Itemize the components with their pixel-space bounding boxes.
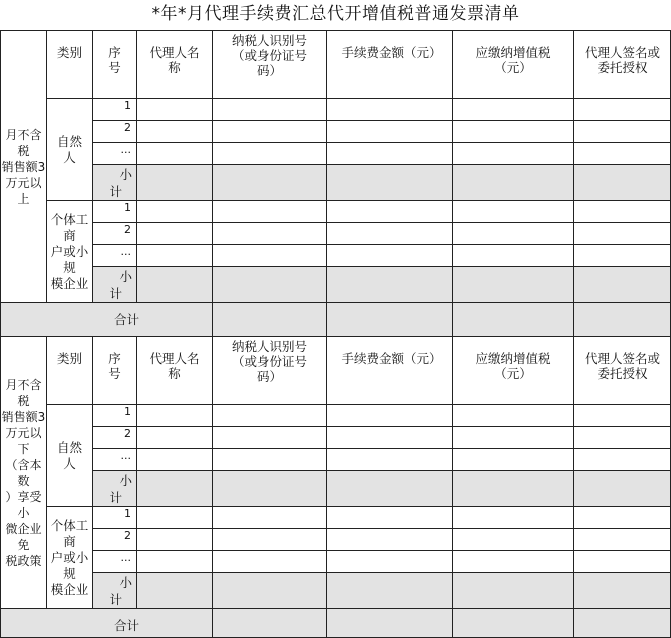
subtotal-label-text: 小 计: [109, 167, 132, 199]
header-tax-id: [212, 30, 326, 98]
row-fee-amount-cell[interactable]: [326, 506, 452, 528]
header-category-label: 类别: [56, 45, 82, 60]
row-agent-name-cell[interactable]: [136, 506, 212, 528]
row-fee-amount-cell[interactable]: [326, 244, 452, 266]
subtotal-signature-cell[interactable]: [573, 164, 671, 200]
header-signature: [573, 30, 671, 98]
row-fee-amount-cell[interactable]: [326, 200, 452, 222]
row-tax-id-cell[interactable]: [212, 120, 326, 142]
subtotal-fee-amount-cell[interactable]: [326, 266, 452, 302]
subtotal-vat-payable-cell[interactable]: [452, 164, 573, 200]
header-fee-amount-label: 手续费金额（元）: [341, 351, 442, 366]
header-seq-label: 序号: [108, 45, 121, 75]
group-label-natural-person-text: 自然 人: [56, 439, 82, 471]
subtotal-agent-name-cell[interactable]: [136, 572, 212, 608]
header-fee-amount-label: 手续费金额（元）: [341, 45, 442, 60]
header-fee-amount: [326, 30, 452, 98]
row-vat-payable-cell[interactable]: [452, 404, 573, 426]
row-agent-name-cell[interactable]: [136, 528, 212, 550]
row-vat-payable-cell[interactable]: [452, 98, 573, 120]
group-label-individual-business-text: 个体工商 户或小规 模企业: [50, 211, 89, 291]
row-seq: 1: [92, 506, 136, 528]
row-agent-name-cell[interactable]: [136, 222, 212, 244]
total-vat-payable-cell[interactable]: [452, 302, 573, 336]
row-tax-id-cell[interactable]: [212, 426, 326, 448]
row-vat-payable-cell[interactable]: [452, 200, 573, 222]
row-fee-amount-cell[interactable]: [326, 222, 452, 244]
row-agent-name-cell[interactable]: [136, 404, 212, 426]
row-vat-payable-cell[interactable]: [452, 120, 573, 142]
row-seq: 1: [92, 98, 136, 120]
row-seq: 2: [92, 426, 136, 448]
row-vat-payable-cell[interactable]: [452, 528, 573, 550]
subtotal-label: [92, 266, 136, 302]
row-seq: ...: [92, 448, 136, 470]
row-fee-amount-cell[interactable]: [326, 448, 452, 470]
total-signature-cell[interactable]: [573, 302, 671, 336]
row-signature-cell[interactable]: [573, 120, 671, 142]
row-seq: 2: [92, 120, 136, 142]
row-seq: 2: [92, 528, 136, 550]
header-seq: [92, 30, 136, 98]
total-signature-cell[interactable]: [573, 608, 671, 638]
row-fee-amount-cell[interactable]: [326, 528, 452, 550]
subtotal-signature-cell[interactable]: [573, 572, 671, 608]
subtotal-agent-name-cell[interactable]: [136, 470, 212, 506]
header-category-label: 类别: [56, 351, 82, 366]
header-tax-id-label: 纳税人识别号（或身份证号码）: [231, 33, 307, 78]
row-signature-cell[interactable]: [573, 222, 671, 244]
row-fee-amount-cell[interactable]: [326, 550, 452, 572]
row-agent-name-cell[interactable]: [136, 142, 212, 164]
row-tax-id-cell[interactable]: [212, 404, 326, 426]
row-vat-payable-cell[interactable]: [452, 142, 573, 164]
row-agent-name-cell[interactable]: [136, 120, 212, 142]
header-tax-id: [212, 336, 326, 404]
subtotal-vat-payable-cell[interactable]: [452, 572, 573, 608]
group-label-natural-person-text: 自然 人: [56, 133, 82, 165]
subtotal-signature-cell[interactable]: [573, 266, 671, 302]
row-agent-name-cell[interactable]: [136, 98, 212, 120]
row-seq: 1: [92, 200, 136, 222]
subtotal-signature-cell[interactable]: [573, 470, 671, 506]
header-vat-payable-label: 应缴纳增值税（元）: [475, 351, 551, 381]
header-fee-amount: [326, 336, 452, 404]
row-agent-name-cell[interactable]: [136, 244, 212, 266]
subtotal-vat-payable-cell[interactable]: [452, 266, 573, 302]
header-vat-payable: [452, 30, 573, 98]
header-vat-payable: [452, 336, 573, 404]
row-tax-id-cell[interactable]: [212, 528, 326, 550]
total-fee-amount-cell[interactable]: [326, 608, 452, 638]
group-label-natural-person: [46, 98, 92, 200]
subtotal-label-text: 小 计: [109, 269, 132, 301]
row-agent-name-cell[interactable]: [136, 200, 212, 222]
row-tax-id-cell[interactable]: [212, 222, 326, 244]
row-vat-payable-cell[interactable]: [452, 506, 573, 528]
total-fee-amount-cell[interactable]: [326, 302, 452, 336]
header-seq: [92, 336, 136, 404]
header-signature: [573, 336, 671, 404]
row-signature-cell[interactable]: [573, 200, 671, 222]
row-agent-name-cell[interactable]: [136, 550, 212, 572]
subtotal-tax-id-cell[interactable]: [212, 470, 326, 506]
subtotal-tax-id-cell[interactable]: [212, 266, 326, 302]
subtotal-label-text: 小 计: [109, 575, 132, 607]
row-tax-id-cell[interactable]: [212, 448, 326, 470]
group-label-individual-business: [46, 200, 92, 302]
row-signature-cell[interactable]: [573, 244, 671, 266]
header-tax-id-label: 纳税人识别号（或身份证号码）: [231, 339, 307, 384]
row-tax-id-cell[interactable]: [212, 244, 326, 266]
header-agent-name-label: 代理人名称: [149, 45, 200, 75]
subtotal-fee-amount-cell[interactable]: [326, 470, 452, 506]
row-agent-name-cell[interactable]: [136, 448, 212, 470]
header-agent-name: [136, 30, 212, 98]
subtotal-fee-amount-cell[interactable]: [326, 164, 452, 200]
invoice-list-table: [0, 30, 671, 638]
row-signature-cell[interactable]: [573, 550, 671, 572]
header-signature-label: 代理人签名或委托授权: [584, 45, 660, 75]
row-signature-cell[interactable]: [573, 506, 671, 528]
row-signature-cell[interactable]: [573, 448, 671, 470]
header-signature-label: 代理人签名或委托授权: [584, 351, 660, 381]
header-agent-name-label: 代理人名称: [149, 351, 200, 381]
subtotal-fee-amount-cell[interactable]: [326, 572, 452, 608]
row-signature-cell[interactable]: [573, 142, 671, 164]
subtotal-agent-name-cell[interactable]: [136, 164, 212, 200]
subtotal-tax-id-cell[interactable]: [212, 572, 326, 608]
subtotal-tax-id-cell[interactable]: [212, 164, 326, 200]
row-vat-payable-cell[interactable]: [452, 448, 573, 470]
row-vat-payable-cell[interactable]: [452, 550, 573, 572]
header-category: [46, 30, 92, 98]
header-vat-payable-label: 应缴纳增值税（元）: [475, 45, 551, 75]
row-signature-cell[interactable]: [573, 426, 671, 448]
subtotal-label: [92, 572, 136, 608]
row-fee-amount-cell[interactable]: [326, 404, 452, 426]
row-seq: ...: [92, 244, 136, 266]
row-signature-cell[interactable]: [573, 404, 671, 426]
row-seq: 1: [92, 404, 136, 426]
row-vat-payable-cell[interactable]: [452, 222, 573, 244]
page-title: *年*月代理手续费汇总代开增值税普通发票清单: [151, 4, 520, 24]
row-seq: 2: [92, 222, 136, 244]
subtotal-label: [92, 470, 136, 506]
row-tax-id-cell[interactable]: [212, 200, 326, 222]
total-tax-id-cell[interactable]: [212, 608, 326, 638]
row-fee-amount-cell[interactable]: [326, 426, 452, 448]
row-fee-amount-cell[interactable]: [326, 98, 452, 120]
subtotal-agent-name-cell[interactable]: [136, 266, 212, 302]
row-vat-payable-cell[interactable]: [452, 244, 573, 266]
subtotal-label-text: 小 计: [109, 473, 132, 505]
section-label-above-threshold: [0, 30, 46, 302]
section-label-above-threshold-text: 月不含税 销售额3 万元以上: [1, 127, 46, 206]
section-label-below-threshold: [0, 336, 46, 608]
total-label: 合计: [0, 302, 212, 336]
row-vat-payable-cell[interactable]: [452, 426, 573, 448]
group-label-individual-business-text: 个体工商 户或小规 模企业: [50, 517, 89, 597]
row-tax-id-cell[interactable]: [212, 550, 326, 572]
row-signature-cell[interactable]: [573, 528, 671, 550]
subtotal-vat-payable-cell[interactable]: [452, 470, 573, 506]
row-fee-amount-cell[interactable]: [326, 120, 452, 142]
row-tax-id-cell[interactable]: [212, 98, 326, 120]
header-seq-label: 序号: [108, 351, 121, 381]
row-seq: ...: [92, 550, 136, 572]
total-vat-payable-cell[interactable]: [452, 608, 573, 638]
group-label-individual-business: [46, 506, 92, 608]
group-label-natural-person: [46, 404, 92, 506]
subtotal-label: [92, 164, 136, 200]
row-tax-id-cell[interactable]: [212, 506, 326, 528]
total-label: 合计: [0, 608, 212, 638]
row-agent-name-cell[interactable]: [136, 426, 212, 448]
header-agent-name: [136, 336, 212, 404]
row-tax-id-cell[interactable]: [212, 142, 326, 164]
row-fee-amount-cell[interactable]: [326, 142, 452, 164]
row-signature-cell[interactable]: [573, 98, 671, 120]
header-category: [46, 336, 92, 404]
total-tax-id-cell[interactable]: [212, 302, 326, 336]
section-label-below-threshold-text: 月不含税 销售额3 万元以下 （含本数 ）享受小 微企业免 税政策: [1, 377, 46, 568]
row-seq: ...: [92, 142, 136, 164]
